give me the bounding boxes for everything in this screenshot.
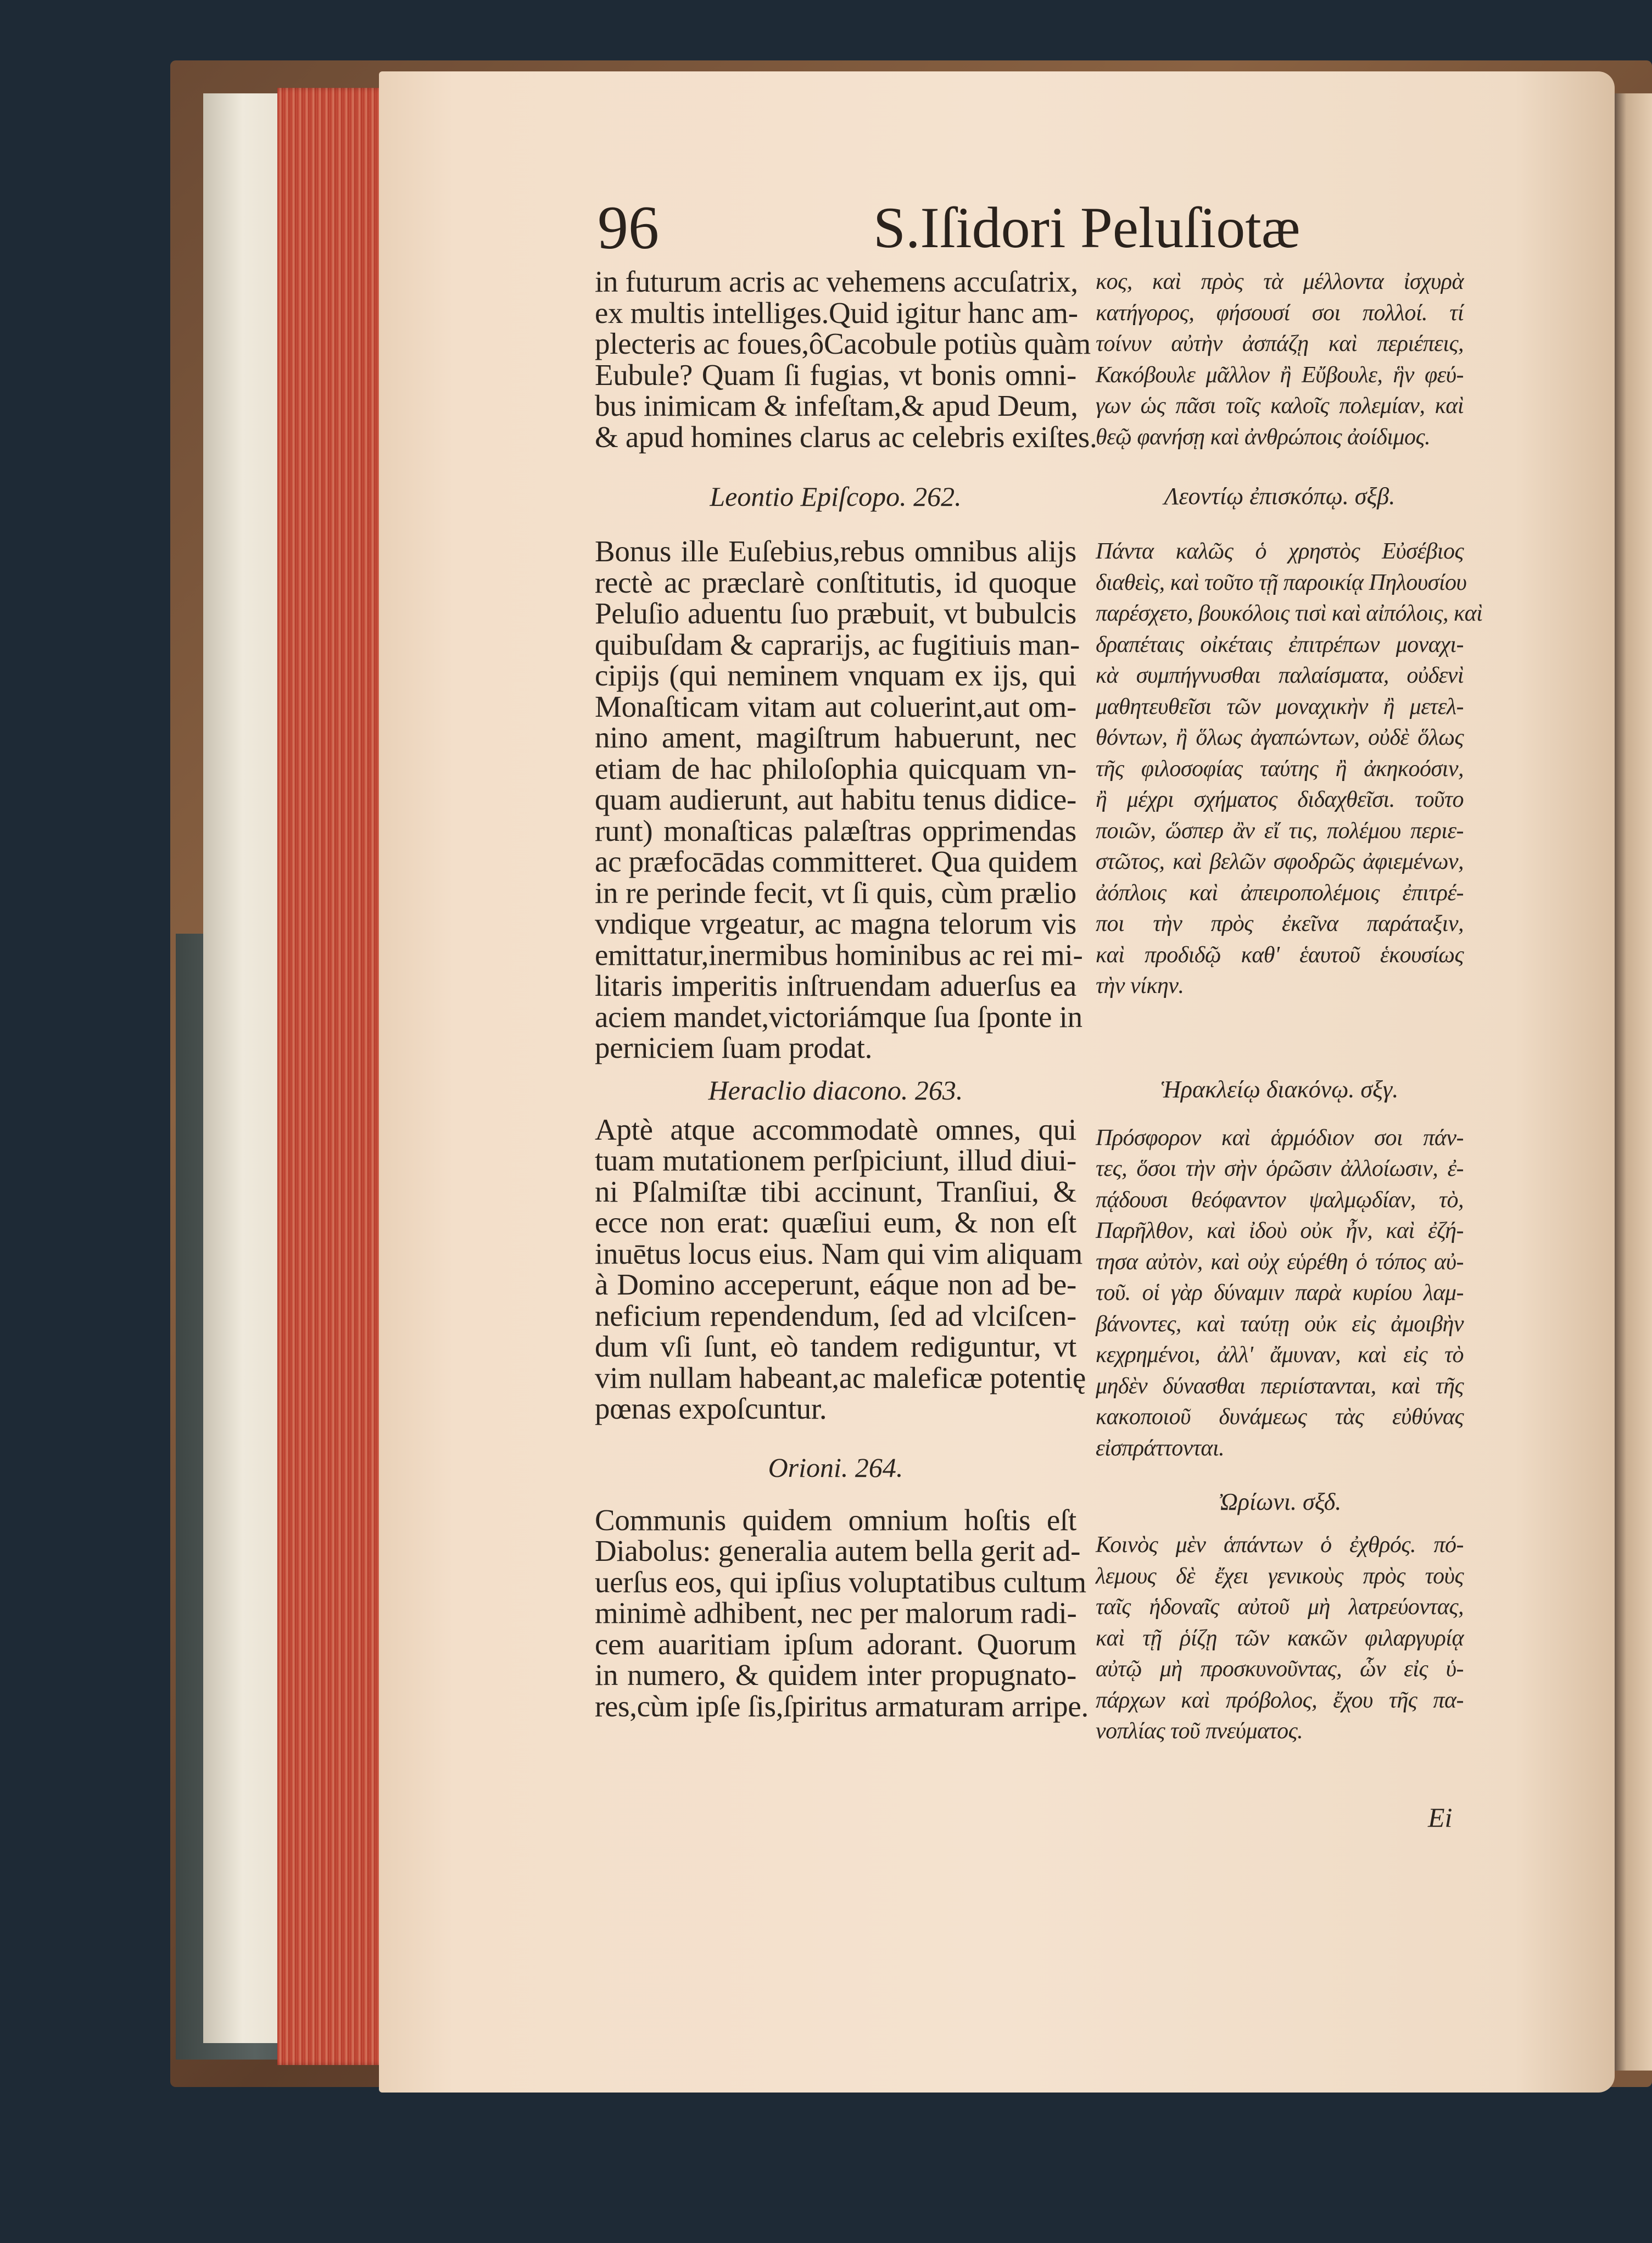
text-line: vim nullam habeant,ac maleficæ potentię	[595, 1360, 1086, 1394]
text-line: δραπέταις οἰκέταις ἐπιτρέπων μοναχι-	[1096, 632, 1464, 657]
text-line: τὴν νίκην.	[1096, 973, 1184, 998]
text-line: καὶ προδιδῷ καθ' ἑαυτοῦ ἑκουσίως	[1096, 942, 1464, 968]
letter-264-text	[595, 1503, 1089, 1723]
red-page-edges	[277, 88, 390, 2065]
text-line: vndique vrgeatur, ac magna telorum vis	[595, 907, 1076, 940]
text-line: cipijs (qui neminem vnquam ex ijs, qui	[595, 659, 1076, 692]
text-line: μηδὲν δύνασθαι περιίστανται, καὶ τῆς	[1096, 1373, 1464, 1399]
text-line: Diabolus: generalia autem bella gerit ad-	[595, 1534, 1081, 1567]
text-line: aciem mandet,victoriámque ſua ſponte in	[595, 1000, 1082, 1034]
text-line: κατήγορος, φήσουσί σοι πολλοί. τί	[1096, 300, 1464, 326]
greek-column	[1096, 266, 1483, 1747]
text-line: ποιῶν, ὥσπερ ἂν εἴ τις, πολέμου περιε-	[1096, 818, 1464, 844]
text-line: rectè ac præclarè conſtitutis, id quoque	[595, 565, 1076, 599]
text-line: ἀόπλοις καὶ ἀπειροπολέμοις ἐπιτρέ-	[1096, 880, 1464, 906]
letter-263-text	[595, 1112, 1086, 1425]
greek-intro	[1096, 266, 1464, 453]
text-line: στῶτος, καὶ βελῶν σφοδρῶς ἀφιεμένων,	[1096, 849, 1464, 874]
text-line: Aptè atque accommodatè omnes, qui	[595, 1112, 1076, 1146]
text-line: in futurum acris ac vehemens accuſatrix,	[595, 265, 1078, 298]
text-line: & apud homines clarus ac celebris exiſtes.	[595, 420, 1097, 454]
text-line: τες, ὅσοι τὴν σὴν ὁρῶσιν ἀλλοίωσιν, ἐ-	[1096, 1156, 1464, 1181]
text-line: καὶ τῇ ῥίζῃ τῶν κακῶν φιλαργυρίᾳ	[1096, 1625, 1464, 1651]
text-line: κὰ συμπήγνυσθαι παλαίσματα, οὐδενὶ	[1096, 663, 1464, 688]
text-line: quam audierunt, aut habitu tenus didice-	[595, 783, 1076, 816]
text-line: Κακόβουλε μᾶλλον ἢ Εὔβουλε, ἣν φεύ-	[1096, 362, 1464, 388]
letter-263-greek-text	[1096, 1123, 1464, 1464]
text-line: θόντων, ἢ ὅλως ἀγαπώντων, οὐδὲ ὅλως	[1096, 725, 1464, 750]
text-line: Monaſticam vitam aut coluerint,aut om-	[595, 689, 1076, 723]
text-line: βάνοντες, καὶ ταύτῃ οὐκ εἰς ἀμοιβὴν	[1096, 1311, 1464, 1337]
text-line: ποι τὴν πρὸς ἐκεῖνα παράταξιν,	[1096, 911, 1464, 936]
text-line: Bonus ille Euſebius,rebus omnibus alijs	[595, 534, 1076, 568]
text-line: à Domino acceperunt, eáque non ad be-	[595, 1268, 1076, 1301]
text-line: νοπλίας τοῦ πνεύματος.	[1096, 1718, 1303, 1744]
text-line: Eubule? Quam ſi fugias, vt bonis omni-	[595, 358, 1076, 392]
text-line: minimè adhibent, nec per malorum radi-	[595, 1596, 1077, 1630]
text-line: pœnas expoſcuntur.	[595, 1392, 827, 1425]
text-line: μαθητευθεῖσι τῶν μοναχικὴν ἢ μετελ-	[1096, 694, 1464, 719]
text-line: litaris imperitis inſtruendam aduerſus ea	[595, 969, 1076, 1002]
text-line: τῆς φιλοσοφίας ταύτης ἢ ἀκηκοόσιν,	[1096, 756, 1464, 782]
text-line: κεχρημένοι, ἀλλ' ἄμυναν, καὶ εἰς τὸ	[1096, 1342, 1464, 1368]
facing-page-edge	[1609, 93, 1652, 2071]
letter-262-heading-greek: Λεοντίῳ ἐπισκόπῳ. σξβ.	[1164, 483, 1396, 510]
text-line: θεῷ φανήσῃ καὶ ἀνθρώποις ἀοίδιμος.	[1096, 424, 1431, 450]
text-line: Κοινὸς μὲν ἁπάντων ὁ ἐχθρός. πό-	[1096, 1532, 1464, 1558]
text-line: διαθεὶς, καὶ τοῦτο τῇ παροικίᾳ Πηλουσίου	[1096, 570, 1467, 595]
text-line: εἰσπράττονται.	[1096, 1435, 1225, 1461]
text-line: Πρόσφορον καὶ ἁρμόδιον σοι πάν-	[1096, 1125, 1464, 1151]
text-line: τοίνυν αὐτὴν ἀσπάζῃ καὶ περιέπεις,	[1096, 331, 1464, 356]
text-line: etiam de hac philoſophia quicquam vn-	[595, 751, 1076, 785]
letter-263-heading-greek: Ἡρακλείῳ διακόνῳ. σξγ.	[1160, 1075, 1399, 1103]
letter-263-heading: Heraclio diacono. 263.	[708, 1074, 963, 1106]
text-line: Παρῆλθον, καὶ ἰδοὺ οὐκ ἦν, καὶ ἐζή-	[1096, 1218, 1464, 1243]
page-number: 96	[598, 194, 659, 262]
text-line: ex multis intelliges.Quid igitur hanc am-	[595, 295, 1078, 330]
running-title: S.Iſidori Peluſiotæ	[873, 196, 1301, 260]
text-line: emittatur,inermibus hominibus ac rei mi-	[595, 938, 1083, 972]
text-line: perniciem ſuam prodat.	[595, 1031, 873, 1064]
text-line: κος, καὶ πρὸς τὰ μέλλοντα ἰσχυρὰ	[1096, 269, 1464, 294]
text-line: plecteris ac foues,ôCacobule potiùs quàm	[595, 327, 1091, 360]
text-line: ταῖς ἡδοναῖς αὐτοῦ μὴ λατρεύοντας,	[1096, 1594, 1464, 1620]
latin-column	[595, 265, 1097, 1723]
text-line: neficium rependendum, ſed ad vlciſcen-	[595, 1298, 1076, 1332]
text-line: κακοποιοῦ δυνάμεως τὰς εὐθύνας	[1096, 1404, 1464, 1430]
catchword: Ei	[1428, 1802, 1453, 1833]
letter-262-heading: Leontio Epiſcopo. 262.	[710, 481, 962, 512]
letter-264-heading: Orioni. 264.	[768, 1452, 903, 1483]
text-line: ac præfocādas committeret. Qua quidem	[595, 845, 1078, 878]
text-line: ni Pſalmiſtæ tibi accinunt, Tranſiui, &	[595, 1174, 1076, 1208]
letter-264-greek-text	[1096, 1530, 1464, 1747]
letter-264-heading-greek: Ὠρίωνι. σξδ.	[1218, 1488, 1342, 1515]
text-line: cem auaritiam ipſum adorant. Quorum	[595, 1627, 1076, 1661]
text-line: πάρχων καὶ πρόβολος, ἔχου τῆς πα-	[1096, 1687, 1464, 1713]
letter-262-greek-text	[1096, 536, 1483, 1002]
text-line: πᾴδουσι θεόφαντον ψαλμῳδίαν, τὸ,	[1096, 1187, 1464, 1213]
text-line: tuam mutationem perſpiciunt, illud diui-	[595, 1143, 1076, 1177]
text-line: nino ament, magiſtrum habuerunt, nec	[595, 721, 1076, 754]
letter-262-text	[595, 534, 1083, 1064]
text-line: τησα αὐτὸν, καὶ οὐχ εὑρέθη ὁ τόπος αὐ-	[1096, 1249, 1464, 1275]
text-line: λεμους δὲ ἔχει γενικοὺς πρὸς τοὺς	[1096, 1563, 1464, 1589]
text-line: Peluſio aduentu ſuo præbuit, vt bubulcis	[595, 596, 1076, 630]
text-line: in numero, & quidem inter propugnato-	[595, 1658, 1076, 1692]
text-line: γων ὡς πᾶσι τοῖς καλοῖς πολεμίαν, καὶ	[1096, 393, 1464, 419]
text-line: ἢ μέχρι σχήματος διδαχθεῖσι. τοῦτο	[1096, 787, 1464, 812]
text-line: uerſus eos, qui ipſius voluptatibus cultum	[595, 1565, 1086, 1599]
text-line: in re perinde fecit, vt ſi quis, cùm prælio	[595, 875, 1076, 910]
text-line: quibuſdam & caprarijs, ac fugitiuis man-	[595, 627, 1080, 661]
text-line: Πάντα καλῶς ὁ χρηστὸς Εὐσέβιος	[1096, 539, 1464, 564]
text-line: αὐτῷ μὴ προσκυνοῦντας, ὧν εἰς ὑ-	[1096, 1656, 1464, 1682]
text-line: dum vſi ſunt, eò tandem rediguntur, vt	[595, 1330, 1076, 1363]
text-line: Communis quidem omnium hoſtis eſt	[595, 1503, 1076, 1537]
text-line: inuētus locus eius. Nam qui vim aliquam	[595, 1236, 1083, 1270]
running-head	[0, 195, 1652, 272]
latin-intro	[595, 265, 1097, 454]
text-line: bus inimicam & infeſtam,& apud Deum,	[595, 389, 1078, 422]
text-line: res,cùm ipſe ſis,ſpiritus armaturam arripe.	[595, 1689, 1089, 1723]
text-line: τοῦ. οἱ γὰρ δύναμιν παρὰ κυρίου λαμ-	[1096, 1280, 1464, 1305]
text-line: runt) monaſticas palæſtras opprimendas	[595, 813, 1076, 847]
text-line: παρέσχετο, βουκόλοις τισὶ καὶ αἰπόλοις, καὶ	[1096, 601, 1483, 626]
text-line: ecce non erat: quæſiui eum, & non eſt	[595, 1206, 1076, 1239]
